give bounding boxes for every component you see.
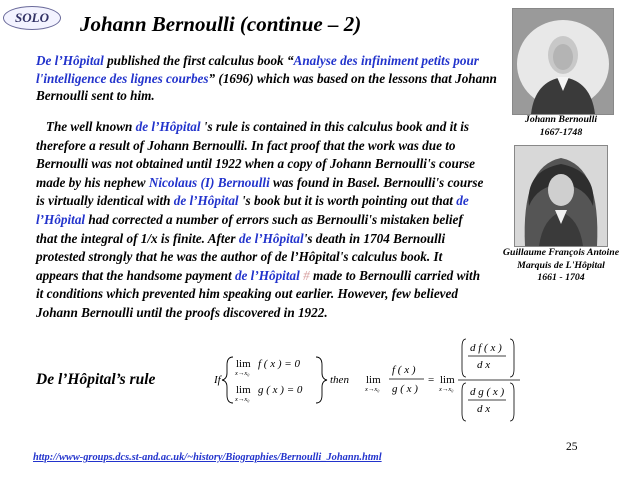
text-segment: ” (1696) which was based on the lessons that Johann Bernoulli sent to him. — [36, 70, 497, 103]
fx-numerator: f ( x ) — [392, 364, 416, 376]
lim-text: lim — [440, 374, 455, 386]
text-segment: was found in Basel. Bernoulli's course is virtually identical with — [36, 174, 484, 209]
f-condition: f ( x ) = 0 — [258, 358, 300, 370]
lhopital-portrait — [514, 145, 608, 247]
then-label: then — [330, 374, 349, 386]
gx-denominator: g ( x ) — [392, 383, 418, 395]
dx-text: d x — [477, 359, 491, 371]
lim-subscript: x→x₀ — [439, 386, 454, 393]
lhopital-link[interactable]: de l’Hôpital — [173, 193, 239, 209]
lim-subscript: x→x₀ — [365, 386, 380, 393]
lim-text: lim — [236, 384, 251, 396]
if-label: If — [214, 374, 221, 386]
caption-line: 1667-1748 — [539, 126, 583, 138]
text-segment: The well known — [36, 119, 136, 134]
text-segment: 's rule is contained in this calculus book and it is therefore a result of Johann Bernoulli. In fact proof that the work was due to Bernoulli was not obtained until 1922 when a copy of Johann Bernoulli's course made by his nephew — [36, 119, 475, 190]
text-segment: 's death in 1704 Bernoulli protested strongly that he was the author of de l’Hôpital's calculus book. It appears that the handsome payment — [36, 230, 446, 283]
slide-title: Johann Bernoulli (continue – 2) — [80, 12, 362, 36]
caption-line: 1661 - 1704 — [537, 272, 585, 283]
lhopital-formula — [200, 335, 530, 425]
g-condition: g ( x ) = 0 — [258, 384, 303, 396]
lhopital-link[interactable]: De l’Hôpital — [36, 53, 104, 68]
caption-line: Johann Bernoulli — [524, 114, 598, 125]
text-segment: published the first calculus book “ — [103, 53, 294, 68]
page-number: 25 — [566, 441, 578, 453]
dgx-text: d g ( x ) — [470, 386, 505, 398]
lim-text: lim — [366, 374, 381, 386]
lim-text: lim — [236, 358, 251, 370]
source-link[interactable]: http://www-groups.dcs.st-and.ac.uk/~history/Biographies/Bernoulli_Johann.html — [33, 452, 382, 463]
lhopital-link[interactable]: de l’Hôpital — [234, 267, 300, 283]
lhopital-link[interactable]: de l’Hôpital — [135, 119, 201, 134]
book-title-link[interactable]: Analyse des infiniment petits pour l'intelligence des lignes courbes — [36, 53, 479, 86]
body-paragraph — [36, 118, 484, 323]
text-segment: made to Bernoulli carried with it conditions which prevented him speaking out earlier. However, few believed Johann Bernoulli until the proofs discovered in 1922. — [36, 267, 481, 320]
lhopital-caption — [492, 247, 630, 285]
text-segment: 's book but it is worth pointing out that — [238, 193, 457, 209]
caption-line: Marquis de L'Hôpital — [517, 259, 605, 271]
caption-line: Guillaume François Antoine — [502, 247, 620, 258]
equals-sign: = — [428, 374, 435, 386]
lhopital-link[interactable]: de l’Hôpital — [36, 193, 469, 227]
johann-bernoulli-caption — [505, 114, 617, 139]
solo-badge[interactable]: SOLO — [3, 6, 61, 30]
intro-paragraph — [36, 52, 516, 105]
dx-text: d x — [477, 403, 491, 415]
johann-bernoulli-portrait — [512, 8, 614, 115]
lim-subscript: x→x₀ — [235, 370, 250, 377]
lim-subscript: x→x₀ — [235, 396, 250, 403]
rule-label: De l’Hôpital’s rule — [36, 371, 156, 388]
dfx-text: d f ( x ) — [470, 342, 502, 354]
lhopital-link[interactable]: de l’Hôpital — [238, 230, 304, 246]
nicolaus-link[interactable]: Nicolaus (I) Bernoulli — [148, 174, 270, 190]
faint-mark: # — [299, 267, 313, 283]
text-segment: had corrected a number of errors such as Bernoulli's mistaken belief that the integral of 1/x is finite. After — [36, 211, 463, 246]
